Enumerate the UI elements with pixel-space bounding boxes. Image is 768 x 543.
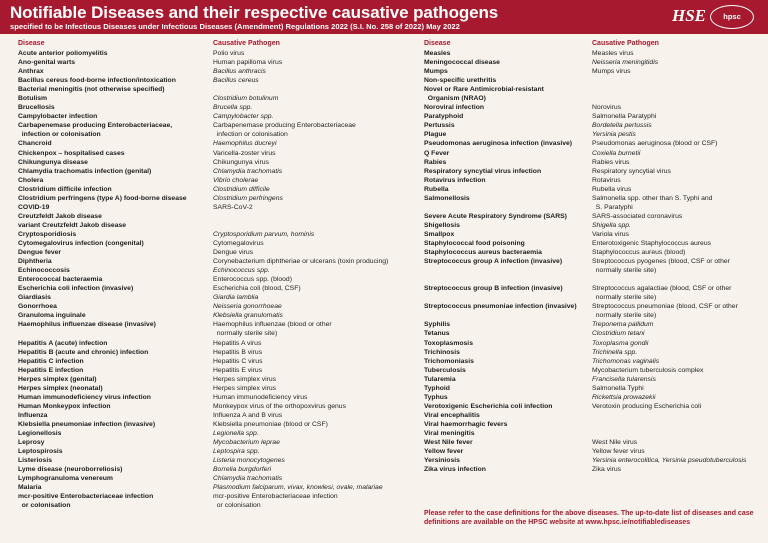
- causative-pathogen: Variola virus: [592, 230, 629, 238]
- disease-name: Herpes simplex (neonatal): [18, 384, 103, 392]
- disease-row: [18, 185, 418, 194]
- causative-pathogen: infection or colonisation: [213, 131, 288, 139]
- disease-row: [424, 194, 764, 203]
- disease-row: [18, 248, 418, 257]
- disease-name: Typhoid: [424, 384, 450, 392]
- disease-row: [424, 366, 764, 375]
- disease-name: Influenza: [18, 411, 48, 419]
- disease-name: Respiratory syncytial virus infection: [424, 167, 542, 175]
- disease-name: Cytomegalovirus infection (congenital): [18, 239, 144, 247]
- disease-name: Human immunodeficiency virus infection: [18, 393, 151, 401]
- disease-name: Cryptosporidiosis: [18, 230, 77, 238]
- disease-name: Yellow fever: [424, 448, 464, 456]
- disease-name: Klebsiella pneumoniae infection (invasive): [18, 420, 156, 428]
- disease-name: Chancroid: [18, 140, 52, 148]
- disease-name: Yersiniosis: [424, 457, 460, 465]
- disease-row: [424, 266, 764, 275]
- disease-name: Zika virus infection: [424, 466, 486, 474]
- disease-name: Staphylococcal food poisoning: [424, 239, 525, 247]
- causative-pathogen: Chlamydia trachomatis: [213, 475, 283, 483]
- disease-name: Clostridium difficile infection: [18, 185, 112, 193]
- disease-row: [424, 103, 764, 112]
- causative-pathogen: Trichinella spp.: [592, 348, 638, 356]
- disease-name: Organism (NRAO): [424, 95, 486, 103]
- disease-name: Trichomoniasis: [424, 357, 474, 365]
- disease-name: Carbapenemase producing Enterobacteriaceae,: [18, 122, 173, 130]
- disease-name: Paratyphoid: [424, 113, 464, 121]
- disease-name: Trichinosis: [424, 348, 460, 356]
- causative-pathogen: Hepatitis E virus: [213, 366, 263, 374]
- causative-pathogen: Mumps virus: [592, 68, 631, 76]
- disease-name: Novel or Rare Antimicrobial-resistant: [424, 86, 544, 94]
- disease-row: [424, 302, 764, 311]
- disease-column-header: Disease: [18, 40, 45, 47]
- causative-pathogen: Streptococcus agalactiae (blood, CSF or other: [592, 285, 732, 293]
- disease-row: [424, 248, 764, 257]
- pathogen-column-header: Causative Pathogen: [213, 40, 280, 47]
- disease-row: [18, 393, 418, 402]
- disease-name: [424, 293, 592, 302]
- disease-row: [424, 320, 764, 329]
- disease-name: Measles: [424, 50, 451, 57]
- row-spacer: [424, 275, 764, 284]
- causative-pathogen: Norovirus: [592, 104, 622, 112]
- disease-row: [18, 203, 418, 212]
- disease-row: [18, 257, 418, 266]
- disease-row: [18, 158, 418, 167]
- disease-name: COVID-19: [18, 203, 50, 211]
- disease-row: [424, 456, 764, 465]
- disease-name: Lymphogranuloma venereum: [18, 475, 113, 483]
- causative-pathogen: Campylobacter spp.: [213, 113, 274, 121]
- disease-row: [424, 58, 764, 67]
- causative-pathogen: Human immunodeficiency virus: [213, 393, 308, 401]
- disease-name: or colonisation: [18, 502, 71, 510]
- causative-pathogen: Staphylococcus aureus (blood): [592, 249, 686, 257]
- disease-row: [18, 465, 418, 474]
- disease-name: Severe Acute Respiratory Syndrome (SARS): [424, 212, 567, 220]
- disease-row: [424, 348, 764, 357]
- disease-row: [424, 112, 764, 121]
- disease-row: [424, 76, 764, 85]
- disease-row: [18, 149, 418, 158]
- disease-row: [424, 465, 764, 474]
- disease-name: Syphilis: [424, 321, 451, 329]
- disease-row: [18, 411, 418, 420]
- disease-row: [18, 302, 418, 311]
- disease-row: [18, 438, 418, 447]
- disease-row: [424, 121, 764, 130]
- causative-pathogen: Rubella virus: [592, 185, 632, 193]
- causative-pathogen: Giardia lamblia: [213, 294, 259, 302]
- disease-row: [18, 329, 418, 338]
- disease-name: Staphylococcus aureus bacteraemia: [424, 249, 542, 257]
- disease-name: Streptococcus pneumoniae infection (invasive): [424, 303, 577, 311]
- disease-row: [424, 429, 764, 438]
- causative-pathogen: Verotoxin producing Escherichia coli: [592, 402, 702, 410]
- disease-name: Bacillus cereus food-borne infection/intoxication: [18, 77, 176, 85]
- disease-row: [18, 76, 418, 85]
- disease-row: [18, 103, 418, 112]
- causative-pathogen: Neisseria gonorrhoeae: [213, 303, 282, 311]
- disease-name: Mumps: [424, 68, 448, 76]
- causative-pathogen: Borrelia burgdorferi: [213, 466, 272, 474]
- causative-pathogen: Zika virus: [592, 466, 622, 474]
- causative-pathogen: Yersinia enterocolitica, Yersinia pseudotuberculosis: [592, 457, 747, 465]
- disease-row: [18, 67, 418, 76]
- causative-pathogen: Corynebacterium diphtheriae or ulcerans (toxin producing): [213, 258, 389, 266]
- disease-row: [18, 492, 418, 501]
- causative-pathogen: Rotavirus: [592, 176, 621, 184]
- disease-name: Salmonellosis: [424, 194, 470, 202]
- causative-pathogen: Enterococcus spp. (blood): [213, 276, 292, 284]
- causative-pathogen: Echinococcus spp.: [213, 267, 270, 275]
- disease-row: [424, 139, 764, 148]
- hpsc-logo: hpsc: [710, 5, 754, 29]
- disease-name: Streptococcus group B infection (invasive): [424, 285, 563, 293]
- disease-row: [18, 320, 418, 329]
- disease-name: Dengue fever: [18, 249, 62, 257]
- disease-row: [18, 483, 418, 492]
- causative-pathogen: Streptococcus pyogenes (blood, CSF or other: [592, 258, 730, 266]
- causative-pathogen: normally sterile site): [592, 312, 657, 320]
- disease-row: [18, 266, 418, 275]
- causative-pathogen: Coxiella burnetii: [592, 149, 641, 157]
- disease-row: [424, 49, 764, 58]
- disease-row: [18, 284, 418, 293]
- causative-pathogen: Mycobacterium leprae: [213, 439, 280, 447]
- disease-name: Brucellosis: [18, 104, 55, 112]
- disease-row: [424, 158, 764, 167]
- causative-pathogen: or colonisation: [213, 502, 261, 510]
- disease-name: variant Creutzfeldt Jakob disease: [18, 221, 127, 229]
- disease-row: [18, 139, 418, 148]
- disease-name: Rabies: [424, 158, 447, 166]
- causative-pathogen: Hepatitis B virus: [213, 348, 263, 356]
- disease-name: Hepatitis E infection: [18, 366, 84, 374]
- disease-row: [18, 311, 418, 320]
- causative-pathogen: Measles virus: [592, 50, 634, 57]
- disease-name: Granuloma inguinale: [18, 312, 86, 320]
- header-banner: [0, 0, 768, 34]
- disease-name: Verotoxigenic Escherichia coli infection: [424, 402, 553, 410]
- causative-pathogen: Vibrio cholerae: [213, 176, 259, 184]
- causative-pathogen: mcr-positive Enterobacteriaceae infection: [213, 493, 338, 501]
- causative-pathogen: Bacillus anthracis: [213, 68, 266, 76]
- disease-name: Listeriosis: [18, 457, 52, 465]
- disease-row: [424, 339, 764, 348]
- disease-row: [424, 85, 764, 94]
- causative-pathogen: normally sterile site): [592, 294, 657, 302]
- causative-pathogen: Haemophilus ducreyi: [213, 140, 277, 148]
- disease-name: Malaria: [18, 484, 42, 492]
- causative-pathogen: Francisella tularensis: [592, 375, 656, 383]
- disease-row: [424, 149, 764, 158]
- disease-row: [18, 501, 418, 510]
- causative-pathogen: Escherichia coli (blood, CSF): [213, 285, 301, 293]
- disease-name: [424, 311, 592, 320]
- causative-pathogen: Bacillus cereus: [213, 77, 259, 85]
- causative-pathogen: S. Paratyphi: [592, 203, 633, 211]
- causative-pathogen: Pseudomonas aeruginosa (blood or CSF): [592, 140, 718, 148]
- disease-name: Noroviral infection: [424, 104, 485, 112]
- disease-row: [424, 411, 764, 420]
- disease-name: Legionellosis: [18, 429, 62, 437]
- disease-name: Creutzfeldt Jakob disease: [18, 212, 102, 220]
- disease-name: Viral haemorrhagic fevers: [424, 420, 508, 428]
- disease-name: Herpes simplex (genital): [18, 375, 97, 383]
- causative-pathogen: Clostridium botulinum: [213, 95, 279, 103]
- causative-pathogen: Clostridium tetani: [592, 330, 645, 338]
- right-disease-table: [424, 39, 764, 474]
- disease-row: [424, 284, 764, 293]
- disease-row: [424, 130, 764, 139]
- disease-name: Haemophilus influenzae disease (invasive): [18, 321, 156, 329]
- causative-pathogen: Listeria monocytogenes: [213, 457, 285, 465]
- disease-row: [424, 384, 764, 393]
- causative-pathogen: Leptospira spp.: [213, 448, 260, 456]
- disease-name: Q Fever: [424, 149, 450, 157]
- disease-row: [18, 221, 418, 230]
- causative-pathogen: Human papilloma virus: [213, 59, 283, 67]
- page-title: Notifiable Diseases and their respective causative pathogens: [10, 3, 499, 22]
- disease-name: West Nile fever: [424, 439, 473, 447]
- causative-pathogen: Mycobacterium tuberculosis complex: [592, 366, 704, 374]
- causative-pathogen: Yellow fever virus: [592, 448, 645, 456]
- disease-row: [18, 239, 418, 248]
- disease-row: [18, 348, 418, 357]
- disease-name: Tetanus: [424, 330, 450, 338]
- disease-name: Chickenpox – hospitalised cases: [18, 149, 125, 157]
- causative-pathogen: Bordetella pertussis: [592, 122, 652, 130]
- disease-row: [18, 366, 418, 375]
- disease-row: [18, 167, 418, 176]
- disease-name: Clostridium perfringens (type A) food-borne disease: [18, 194, 187, 202]
- disease-row: [424, 221, 764, 230]
- disease-row: [424, 375, 764, 384]
- disease-name: Tularemia: [424, 375, 456, 383]
- causative-pathogen: Carbapenemase producing Enterobacteriaceae: [213, 122, 356, 130]
- disease-name: Leptospirosis: [18, 448, 63, 456]
- disease-row: [424, 329, 764, 338]
- disease-row: [424, 257, 764, 266]
- causative-pathogen: Clostridium difficile: [213, 185, 270, 193]
- disease-name: Rubella: [424, 185, 449, 193]
- disease-name: Hepatitis B (acute and chronic) infection: [18, 348, 149, 356]
- disease-row: [424, 420, 764, 429]
- disease-name: Shigellosis: [424, 221, 460, 229]
- disease-name: [424, 266, 592, 275]
- causative-pathogen: Influenza A and B virus: [213, 411, 283, 419]
- causative-pathogen: Salmonella spp. other than S. Typhi and: [592, 194, 713, 202]
- disease-name: mcr-positive Enterobacteriaceae infection: [18, 493, 154, 501]
- disease-name: Botulism: [18, 95, 48, 103]
- pathogen-column-header: Causative Pathogen: [592, 40, 659, 47]
- disease-row: [18, 130, 418, 139]
- disease-row: [424, 212, 764, 221]
- disease-name: Hepatitis C infection: [18, 357, 84, 365]
- causative-pathogen: Neisseria meningitidis: [592, 59, 659, 67]
- footer-note: Please refer to the case definitions for the above diseases. The up-to-date list of diseases and case definitions are available on the HPSC website at www.hpsc.ie/notifiablediseases: [424, 510, 754, 526]
- causative-pathogen: Klebsiella granulomatis: [213, 312, 283, 320]
- causative-pathogen: Yersinia pestis: [592, 131, 636, 139]
- causative-pathogen: normally sterile site): [213, 330, 278, 338]
- disease-name: Chikungunya disease: [18, 158, 88, 166]
- disease-row: [18, 121, 418, 130]
- disease-name: Tuberculosis: [424, 366, 466, 374]
- disease-row: [424, 176, 764, 185]
- disease-row: [424, 185, 764, 194]
- disease-row: [18, 112, 418, 121]
- disease-name: Viral meningitis: [424, 429, 475, 437]
- disease-name: Human Monkeypox infection: [18, 402, 111, 410]
- disease-row: [424, 311, 764, 320]
- causative-pathogen: SARS-associated coronavirus: [592, 212, 683, 220]
- causative-pathogen: Polio virus: [213, 50, 245, 57]
- disease-name: Chlamydia trachomatis infection (genital): [18, 167, 152, 175]
- disease-name: Lyme disease (neuroborreliosis): [18, 466, 123, 474]
- disease-row: [424, 438, 764, 447]
- causative-pathogen: Cytomegalovirus: [213, 239, 264, 247]
- disease-row: [18, 456, 418, 465]
- disease-row: [18, 384, 418, 393]
- disease-row: [18, 49, 418, 58]
- causative-pathogen: Salmonella Paratyphi: [592, 113, 657, 121]
- causative-pathogen: Shigella spp.: [592, 221, 631, 229]
- disease-row: [18, 375, 418, 384]
- disease-row: [18, 402, 418, 411]
- disease-row: [18, 176, 418, 185]
- causative-pathogen: Chikungunya virus: [213, 158, 269, 166]
- disease-row: [18, 212, 418, 221]
- disease-column-header: Disease: [424, 40, 451, 47]
- causative-pathogen: Herpes simplex virus: [213, 384, 277, 392]
- causative-pathogen: Legionella spp.: [213, 429, 259, 437]
- causative-pathogen: Enterotoxigenic Staphylococcus aureus: [592, 239, 712, 247]
- causative-pathogen: Rickettsia prowazekii: [592, 393, 656, 401]
- causative-pathogen: Clostridium perfringens: [213, 194, 283, 202]
- causative-pathogen: Respiratory syncytial virus: [592, 167, 671, 175]
- causative-pathogen: Hepatitis A virus: [213, 339, 262, 347]
- disease-row: [424, 167, 764, 176]
- disease-row: [18, 339, 418, 348]
- disease-name: infection or colonisation: [18, 131, 101, 139]
- causative-pathogen: Haemophilus influenzae (blood or other: [213, 321, 332, 329]
- disease-row: [424, 393, 764, 402]
- causative-pathogen: Dengue virus: [213, 249, 254, 257]
- disease-row: [424, 402, 764, 411]
- disease-row: [424, 447, 764, 456]
- causative-pathogen: normally sterile site): [592, 267, 657, 275]
- causative-pathogen: Klebsiella pneumoniae (blood or CSF): [213, 420, 328, 428]
- disease-name: Anthrax: [18, 68, 44, 76]
- page-subtitle: specified to be Infectious Diseases under Infectious Diseases (Amendment) Regulations 2022 (S.I. No. 258 of 2022) May 2022: [10, 22, 460, 31]
- causative-pathogen: Hepatitis C virus: [213, 357, 263, 365]
- disease-name: Campylobacter infection: [18, 113, 98, 121]
- left-disease-table: [18, 39, 418, 510]
- disease-name: Non-specific urethritis: [424, 77, 497, 85]
- disease-row: [424, 293, 764, 302]
- disease-row: [18, 194, 418, 203]
- disease-row: [18, 357, 418, 366]
- disease-row: [424, 357, 764, 366]
- causative-pathogen: Varicella-zoster virus: [213, 149, 276, 157]
- disease-name: Enterococcal bacteraemia: [18, 276, 103, 284]
- disease-row: [18, 94, 418, 103]
- causative-pathogen: Toxoplasma gondii: [592, 339, 649, 347]
- causative-pathogen: Chlamydia trachomatis: [213, 167, 283, 175]
- disease-row: [18, 474, 418, 483]
- causative-pathogen: Treponema pallidum: [592, 321, 654, 329]
- disease-name: [18, 329, 213, 338]
- disease-name: Hepatitis A (acute) infection: [18, 339, 108, 347]
- disease-name: Gonorrhoea: [18, 303, 57, 311]
- disease-row: [18, 85, 418, 94]
- disease-name: Meningococcal disease: [424, 59, 500, 67]
- hse-logo: HSE: [672, 6, 707, 25]
- disease-name: Smallpox: [424, 230, 455, 238]
- disease-row: [424, 203, 764, 212]
- disease-name: Escherichia coli infection (invasive): [18, 285, 134, 293]
- disease-row: [18, 420, 418, 429]
- causative-pathogen: West Nile virus: [592, 439, 638, 447]
- disease-name: Diphtheria: [18, 258, 52, 266]
- disease-row: [18, 293, 418, 302]
- causative-pathogen: SARS-CoV-2: [213, 203, 253, 211]
- disease-name: Plague: [424, 131, 447, 139]
- disease-name: Bacterial meningitis (not otherwise specified): [18, 86, 165, 94]
- disease-name: Pertussis: [424, 122, 455, 130]
- disease-row: [424, 94, 764, 103]
- disease-name: Rotavirus infection: [424, 176, 486, 184]
- disease-name: Viral encephalitis: [424, 411, 480, 419]
- disease-row: [18, 58, 418, 67]
- causative-pathogen: Trichomonas vaginalis: [592, 357, 660, 365]
- disease-row: [424, 239, 764, 248]
- disease-name: Streptococcus group A infection (invasive): [424, 258, 563, 266]
- disease-name: Leprosy: [18, 439, 45, 447]
- causative-pathogen: Salmonella Typhi: [592, 384, 644, 392]
- disease-name: Ano-genital warts: [18, 59, 76, 67]
- disease-row: [18, 447, 418, 456]
- causative-pathogen: Monkeypox virus of the orthopoxvirus genus: [213, 402, 346, 410]
- causative-pathogen: Cryptosporidium parvum, hominis: [213, 230, 315, 238]
- disease-row: [18, 275, 418, 284]
- disease-name: Acute anterior poliomyelitis: [18, 50, 108, 57]
- causative-pathogen: Streptococcus pneumoniae (blood, CSF or other: [592, 303, 738, 311]
- disease-name: Pseudomonas aeruginosa infection (invasive): [424, 140, 573, 148]
- causative-pathogen: Plasmodium falciparum, vivax, knowlesi, ovale, malariae: [213, 484, 383, 492]
- disease-row: [424, 230, 764, 239]
- disease-name: Giardiasis: [18, 294, 51, 302]
- causative-pathogen: Brucella spp.: [213, 104, 253, 112]
- disease-name: [424, 203, 592, 212]
- disease-name: Echinococcosis: [18, 267, 70, 275]
- causative-pathogen: Rabies virus: [592, 158, 630, 166]
- disease-row: [424, 67, 764, 76]
- disease-name: Toxoplasmosis: [424, 339, 473, 347]
- disease-name: Cholera: [18, 176, 44, 184]
- causative-pathogen: Herpes simplex virus: [213, 375, 277, 383]
- disease-row: [18, 429, 418, 438]
- disease-row: [18, 230, 418, 239]
- disease-name: Typhus: [424, 393, 448, 401]
